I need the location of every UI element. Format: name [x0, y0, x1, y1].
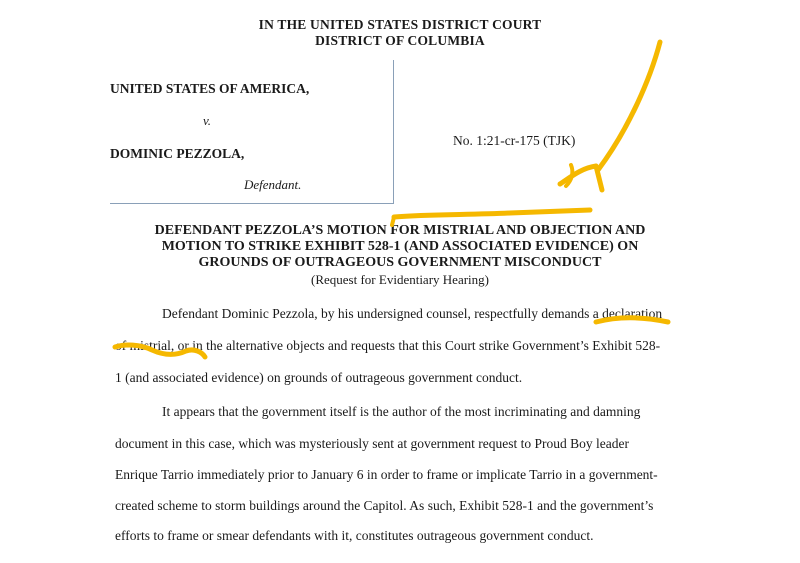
paragraph-1-line-2: of mistrial, or in the alternative objects and requests that this Court strike Government’s Exhibit 528- — [115, 338, 661, 353]
paragraph-2-line-1: It appears that the government itself is the author of the most incriminating and damning — [162, 404, 641, 419]
declaration-underline — [596, 318, 668, 322]
mistrial-underline — [115, 345, 205, 357]
paragraph-2-line-4: created scheme to storm buildings around the Capitol. As such, Exhibit 528-1 and the government’s — [115, 498, 654, 513]
paragraph-1-line-3: 1 (and associated evidence) on grounds of outrageous government conduct. — [115, 370, 523, 385]
paragraph-2-line-2: document in this case, which was mysteriously sent at government request to Proud Boy leader — [115, 436, 630, 451]
paragraph-2-line-3: Enrique Tarrio immediately prior to January 6 in order to frame or implicate Tarrio in a government- — [115, 467, 658, 482]
title-underline-hook — [392, 217, 394, 225]
defendant-role: Defendant. — [244, 177, 302, 192]
arrow-shaft — [598, 42, 660, 170]
title-underline — [394, 210, 590, 217]
paragraph-1-line-1: Defendant Dominic Pezzola, by his undersigned counsel, respectfully demands a declaration — [162, 306, 663, 321]
court-name: IN THE UNITED STATES DISTRICT COURT — [258, 17, 542, 32]
defendant-name: DOMINIC PEZZOLA, — [110, 146, 245, 161]
motion-subtitle: (Request for Evidentiary Hearing) — [311, 272, 489, 287]
paragraph-2-line-5: efforts to frame or smear defendants with it, constitutes outrageous government conduct. — [115, 528, 594, 543]
motion-title-line-3: GROUNDS OF OUTRAGEOUS GOVERNMENT MISCONDUCT — [198, 255, 602, 270]
motion-title-line-2: MOTION TO STRIKE EXHIBIT 528-1 (AND ASSOCIATED EVIDENCE) ON — [161, 239, 639, 254]
court-district: DISTRICT OF COLUMBIA — [315, 33, 485, 48]
plaintiff-name: UNITED STATES OF AMERICA, — [110, 81, 310, 96]
case-number: No. 1:21-cr-175 (TJK) — [453, 133, 576, 148]
versus-label: v. — [203, 113, 212, 128]
motion-title-line-1: DEFENDANT PEZZOLA’S MOTION FOR MISTRIAL AND OBJECTION AND — [154, 223, 646, 238]
